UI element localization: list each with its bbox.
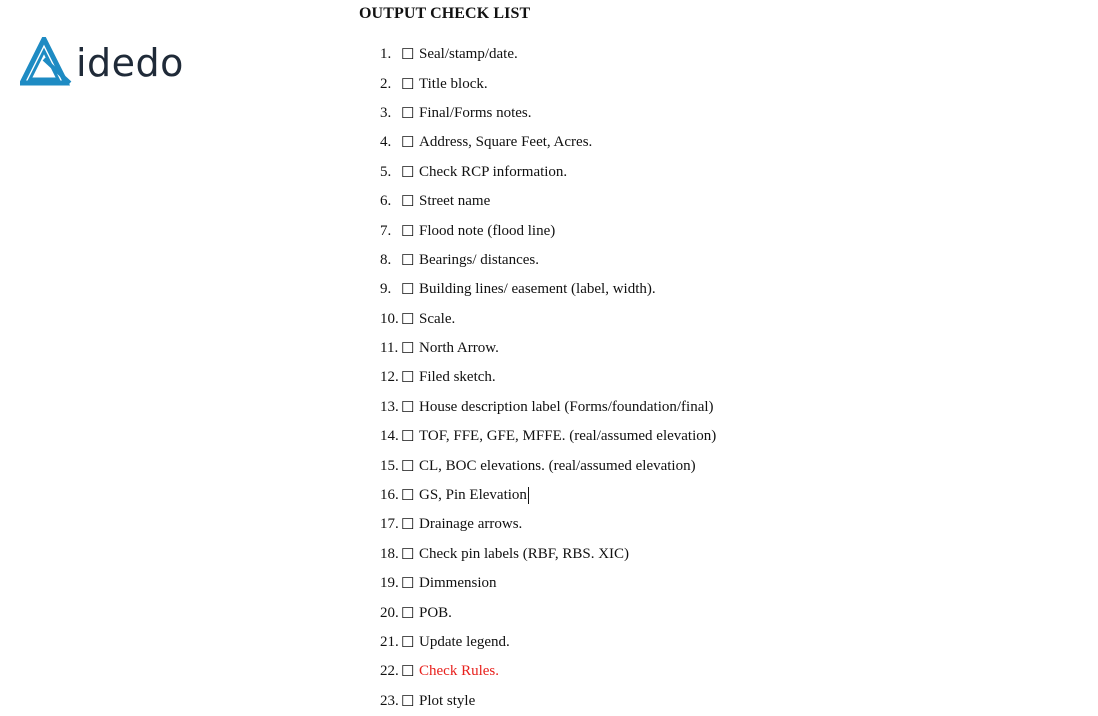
item-text: Drainage arrows. [419,516,523,533]
item-number: 10. [380,310,399,327]
item-number: 2. [380,75,392,92]
item-text: Dimmension [419,575,497,592]
item-number: 21. [380,634,399,650]
item-number: 4. [380,134,392,151]
checkbox[interactable]: ☐ [401,635,415,651]
checklist-item [380,334,716,363]
checkbox[interactable]: ☐ [401,399,415,416]
item-number: 8. [380,251,392,268]
checklist-item [380,422,716,451]
checkbox[interactable]: ☐ [401,311,415,328]
item-number: 1. [380,46,392,63]
item-text: GS, Pin Elevation [419,487,527,504]
item-number: 12. [380,369,399,386]
item-number: 22. [380,663,399,680]
checkbox[interactable]: ☐ [401,105,415,122]
item-number: 6. [380,193,392,210]
checkbox[interactable]: ☐ [401,488,415,505]
checklist-item [380,569,716,598]
item-number: 20. [380,604,399,621]
item-text: Check pin labels (RBF, RBS. XIC) [419,545,630,562]
item-number: 23. [380,692,399,709]
checkbox[interactable]: ☐ [401,517,415,534]
checklist-item [380,305,716,334]
item-number: 5. [380,163,392,180]
item-text: North Arrow. [419,340,499,357]
item-text: Filed sketch. [419,369,496,386]
item-number: 13. [380,398,399,415]
item-text: Scale. [419,310,456,327]
checklist-item [380,158,716,187]
item-text: CL, BOC elevations. (real/assumed elevation) [419,457,696,474]
checkbox[interactable]: ☐ [401,429,415,446]
checkbox[interactable]: ☐ [401,693,415,710]
checklist-item [380,69,716,98]
item-number: 3. [380,104,392,121]
item-text: Seal/stamp/date. [419,46,518,63]
item-number: 18. [380,545,399,562]
checkbox[interactable]: ☐ [401,47,415,64]
checkbox[interactable]: ☐ [401,135,415,152]
item-number: 15. [380,457,399,474]
item-text: Street name [419,193,491,210]
checkbox[interactable]: ☐ [401,282,415,299]
checklist-item [380,657,716,686]
item-text: POB. [419,604,452,621]
item-text: Flood note (flood line) [419,222,556,239]
checklist-item [380,363,716,392]
checkbox[interactable]: ☐ [401,546,415,563]
item-number: 17. [380,516,399,533]
checklist-item [380,598,716,627]
checkbox[interactable]: ☐ [401,458,415,475]
checkbox[interactable]: ☐ [401,664,415,681]
item-number: 7. [380,222,392,239]
item-number: 14. [380,428,399,445]
checklist-item [380,393,716,422]
text-cursor [528,487,529,504]
item-text: Final/Forms notes. [419,104,532,121]
aidedo-logo [20,36,184,88]
checklist-item [380,216,716,245]
item-number: 16. [380,487,399,504]
item-text: Building lines/ easement (label, width). [419,281,656,298]
checklist-item [380,246,716,275]
checkbox[interactable]: ☐ [401,341,415,358]
checklist-item [380,451,716,480]
checkbox[interactable]: ☐ [401,370,415,387]
checklist-item [380,40,716,69]
item-text: Check Rules. [419,663,499,680]
checklist-item [380,275,716,304]
item-number: 19. [380,575,399,592]
checkbox[interactable]: ☐ [401,576,415,593]
item-text: Address, Square Feet, Acres. [419,134,593,151]
checkbox[interactable]: ☐ [401,223,415,240]
item-number: 11. [380,340,399,357]
item-text: Title block. [419,75,488,92]
checklist-item [380,481,716,510]
item-text: Bearings/ distances. [419,251,539,268]
checkbox[interactable]: ☐ [401,194,415,211]
item-number: 9. [380,281,392,298]
item-text: Plot style [419,692,476,709]
item-text: Update legend. [419,634,510,650]
checklist-item [380,128,716,157]
checkbox[interactable]: ☐ [401,252,415,269]
checklist-item [380,510,716,539]
item-text: TOF, FFE, GFE, MFFE. (real/assumed elevation) [419,428,717,445]
checklist-item [380,628,716,657]
checkbox[interactable]: ☐ [401,76,415,93]
aidedo-logo-mark-icon [20,37,74,87]
checkbox[interactable]: ☐ [401,164,415,181]
checklist-item [380,187,716,216]
checklist-item [380,687,716,716]
checkbox[interactable]: ☐ [401,605,415,622]
page-title: OUTPUT CHECK LIST [359,5,531,22]
checklist-item [380,99,716,128]
item-text: House description label (Forms/foundation/final) [419,398,714,415]
checklist-item [380,540,716,569]
logo-wordmark: idedo [76,41,184,85]
item-text: Check RCP information. [419,163,568,180]
output-checklist [380,40,716,716]
